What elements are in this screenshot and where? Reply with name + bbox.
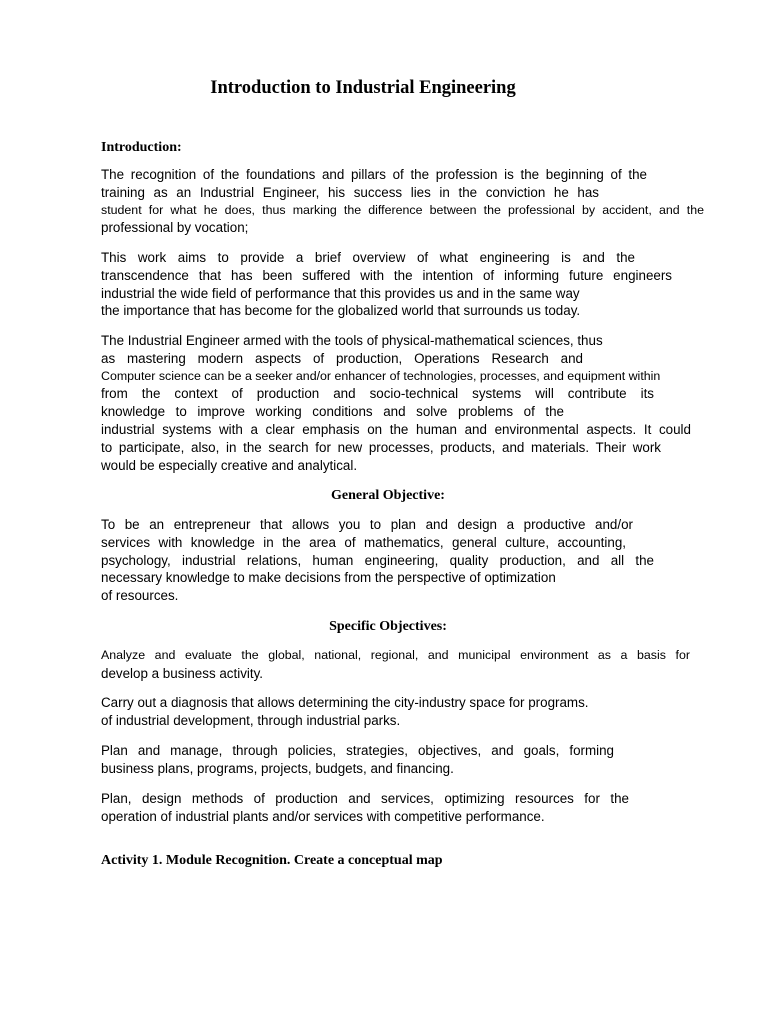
paragraph-line: would be especially creative and analytical. (101, 457, 358, 473)
paragraph-line: of resources. (101, 588, 179, 604)
paragraph-line: to participate, also, in the search for new processes, products, and materials. Their work (101, 439, 661, 455)
general-objective-paragraph (101, 516, 654, 605)
paragraph-line: The recognition of the foundations and pillars of the profession is the beginning of the (101, 167, 647, 182)
paragraph-line: operation of industrial plants and/or services with competitive performance. (101, 808, 545, 824)
paragraph-line: industrial systems with a clear emphasis on the human and environmental aspects. It could (101, 421, 691, 437)
intro-paragraph-3 (101, 332, 691, 474)
document-title: Introduction to Industrial Engineering (210, 78, 516, 98)
paragraph-line: Plan, design methods of production and services, optimizing resources for the (101, 791, 629, 806)
paragraph-line: Carry out a diagnosis that allows determining the city-industry space for programs. (101, 695, 589, 710)
specific-objectives-heading: Specific Objectives: (329, 619, 447, 634)
paragraph-line: from the context of production and socio-technical systems will contribute its (101, 386, 654, 402)
specific-objective-4 (101, 790, 629, 826)
paragraph-line: the importance that has become for the globalized world that surrounds us today. (101, 303, 581, 319)
paragraph-line: training as an Industrial Engineer, his success lies in the conviction he has (101, 184, 599, 200)
paragraph-line: psychology, industrial relations, human engineering, quality production, and all the (101, 552, 654, 568)
general-objective-heading: General Objective: (331, 488, 445, 503)
paragraph-line: business plans, programs, projects, budgets, and financing. (101, 760, 454, 776)
intro-paragraph-2 (101, 249, 672, 320)
activity-heading: Activity 1. Module Recognition. Create a conceptual map (101, 853, 443, 868)
paragraph-line: necessary knowledge to make decisions from the perspective of optimization (101, 570, 556, 586)
specific-objective-3 (101, 742, 614, 778)
specific-objective-2 (101, 694, 661, 730)
paragraph-line: as mastering modern aspects of production, Operations Research and (101, 350, 583, 366)
paragraph-line: of industrial development, through industrial parks. (101, 712, 401, 728)
intro-paragraph-1 (101, 166, 704, 237)
paragraph-line: professional by vocation; (101, 220, 249, 236)
paragraph-line: This work aims to provide a brief overview of what engineering is and the (101, 250, 635, 265)
paragraph-line: industrial the wide field of performance that this provides us and in the same way (101, 285, 580, 301)
paragraph-line: To be an entrepreneur that allows you to plan and design a productive and/or (101, 517, 633, 532)
paragraph-line: Analyze and evaluate the global, national, regional, and municipal environment as a basis for (101, 648, 690, 662)
paragraph-line: Computer science can be a seeker and/or enhancer of technologies, processes, and equipment within (101, 368, 661, 383)
paragraph-line: student for what he does, thus marking the difference between the professional by accident, and the (101, 202, 704, 217)
paragraph-line: develop a business activity. (101, 665, 264, 681)
paragraph-line: knowledge to improve working conditions and solve problems of the (101, 404, 564, 420)
introduction-heading: Introduction: (101, 140, 182, 155)
paragraph-line: The Industrial Engineer armed with the tools of physical-mathematical sciences, thus (101, 333, 603, 348)
paragraph-line: Plan and manage, through policies, strategies, objectives, and goals, forming (101, 743, 614, 758)
paragraph-line: services with knowledge in the area of mathematics, general culture, accounting, (101, 534, 626, 550)
paragraph-line: transcendence that has been suffered with the intention of informing future engineers (101, 267, 672, 283)
specific-objective-1 (101, 647, 690, 683)
